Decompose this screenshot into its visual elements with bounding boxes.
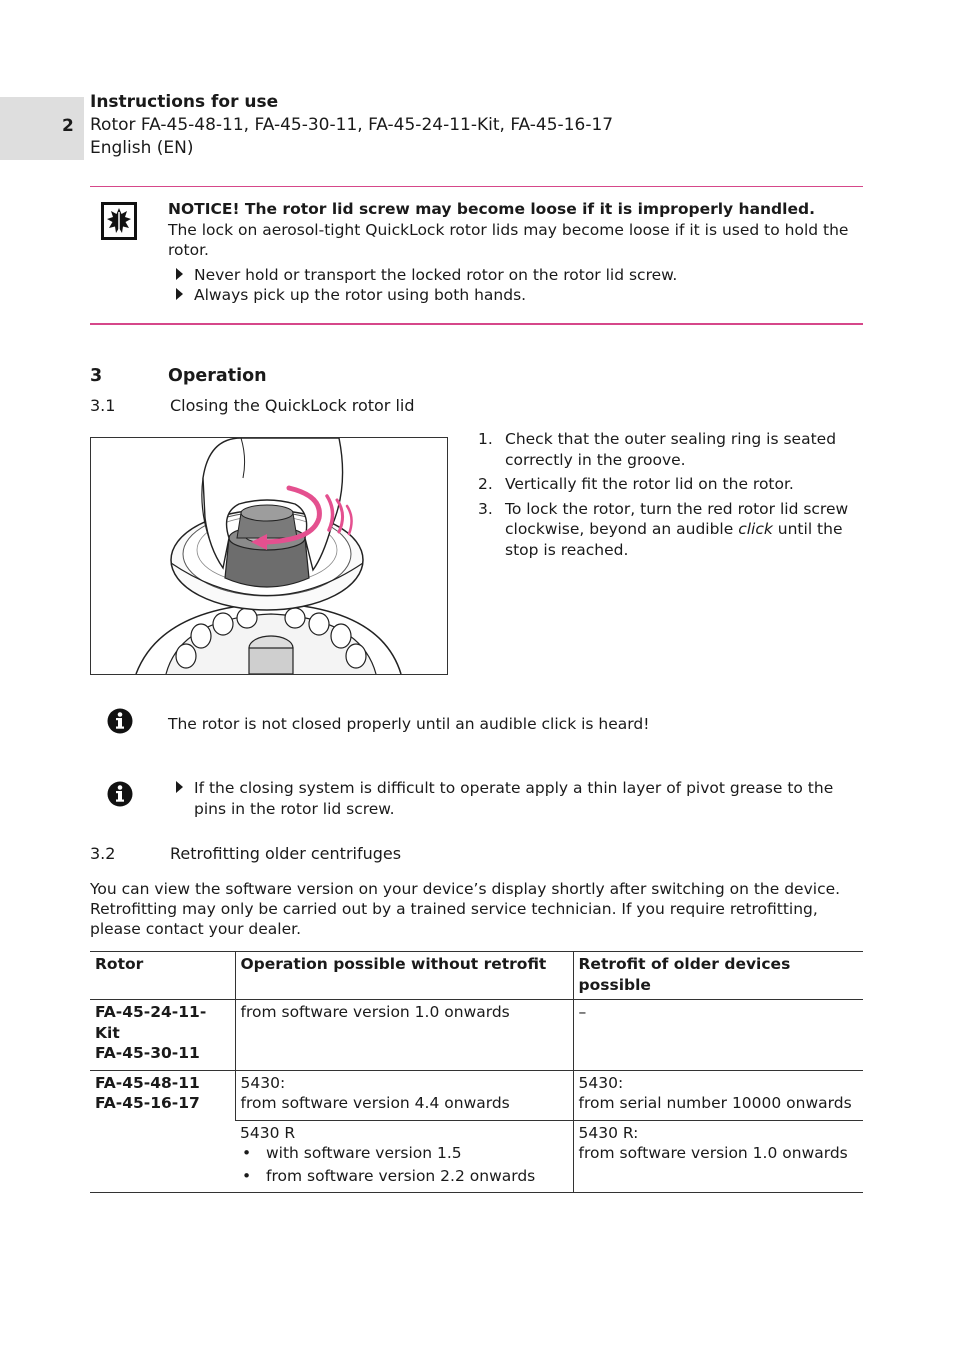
table-row [90, 1070, 863, 1120]
column-header: Rotor [90, 952, 235, 1000]
info-note-bullet: If the closing system is difficult to operate apply a thin layer of pivot grease to the pins in the rotor lid screw. [168, 778, 863, 819]
list-item: • with software version 1.5 [242, 1144, 462, 1162]
bullet-arrow-icon [176, 268, 183, 280]
notice-title: NOTICE! The rotor lid screw may become loose if it is improperly handled. [168, 200, 815, 218]
retrofit-cell: 5430 R: from software version 1.0 onwards [573, 1120, 863, 1193]
section-title: Operation [168, 366, 267, 386]
operation-cell: 5430 R • with software version 1.5 • from software version 2.2 onwards [235, 1120, 573, 1193]
info-note-text: The rotor is not closed properly until an audible click is heard! [168, 715, 650, 733]
subsection-title: Retrofitting older centrifuges [170, 844, 402, 863]
section-number: 3 [90, 366, 103, 386]
bullet-dot-icon: • [242, 1166, 252, 1185]
rotor-cell: FA-45-48-11 FA-45-16-17 [90, 1070, 235, 1193]
column-header: Retrofit of older devices possible [573, 952, 863, 1000]
notice-bullet: Always pick up the rotor using both hands. [168, 285, 863, 306]
notice-bottom-rule [90, 323, 863, 325]
operation-cell: from software version 1.0 onwards [235, 1000, 573, 1071]
bullet-arrow-icon [176, 781, 183, 793]
product-name: Rotor FA-45-48-11, FA-45-30-11, FA-45-24-11-Kit, FA-45-16-17 [90, 115, 614, 135]
column-header: Operation possible without retrofit [235, 952, 573, 1000]
rotor-lid-illustration [91, 438, 447, 674]
language: English (EN) [90, 138, 194, 158]
table-row [90, 1000, 863, 1071]
list-item: 2. Vertically fit the rotor lid on the rotor. [478, 475, 794, 493]
list-item: 1. Check that the outer sealing ring is seated correctly in the groove. [478, 430, 837, 469]
body-paragraph: You can view the software version on your device’s display shortly after switching on the device. Retrofitting may only be carried out by a trained service technician. If you require retrofitting, please contact your dealer. [90, 880, 841, 938]
notice-damage-icon [101, 202, 137, 240]
page-number: 2 [62, 116, 74, 136]
list-item: 3. To lock the rotor, turn the red rotor lid screw clockwise, beyond an audible click until the stop is reached. [478, 499, 849, 559]
rotor-cell: FA-45-24-11-Kit FA-45-30-11 [90, 1000, 235, 1071]
info-icon [107, 781, 133, 807]
notice-bullet: Never hold or transport the locked rotor on the rotor lid screw. [168, 265, 863, 286]
running-header [90, 91, 613, 160]
table-header-row [90, 952, 863, 1000]
bullet-dot-icon: • [242, 1144, 252, 1162]
doc-type: Instructions for use [90, 92, 279, 112]
notice-body: The lock on aerosol-tight QuickLock rotor lids may become loose if it is used to hold the rotor. [168, 220, 849, 259]
retrofit-cell: – [573, 1000, 863, 1071]
list-item: • from software version 2.2 onwards [242, 1166, 536, 1185]
notice-box [168, 199, 863, 306]
subsection-number: 3.1 [90, 396, 116, 415]
retrofit-table [90, 951, 863, 1193]
subsection-title: Closing the QuickLock rotor lid [170, 396, 415, 415]
bullet-arrow-icon [176, 288, 183, 300]
info-icon [107, 708, 133, 734]
operation-cell: 5430: from software version 4.4 onwards [235, 1070, 573, 1120]
rotor-lid-figure [90, 437, 448, 675]
step-list [478, 429, 863, 564]
retrofit-cell: 5430: from serial number 10000 onwards [573, 1070, 863, 1120]
notice-top-rule [90, 186, 863, 187]
subsection-number: 3.2 [90, 844, 116, 863]
